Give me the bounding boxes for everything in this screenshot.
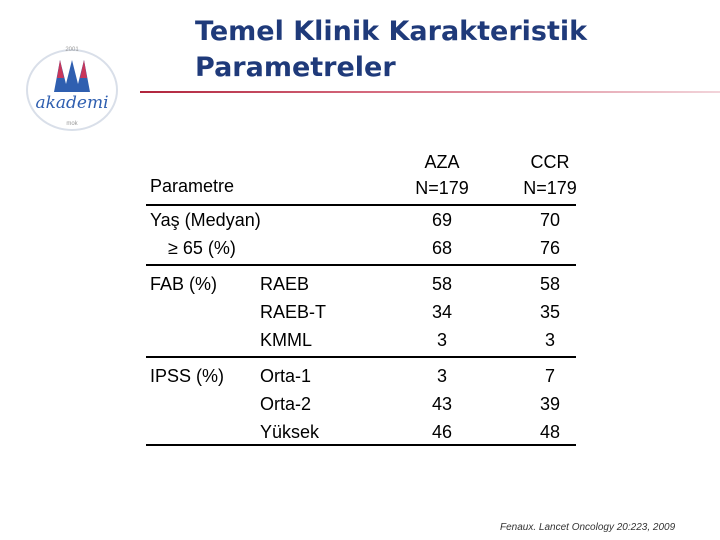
row-fab-kmml-ccr: 3 <box>544 330 555 350</box>
title-divider <box>140 91 720 93</box>
row-age-aza: 69 <box>431 210 453 230</box>
row-age-ccr: 70 <box>539 210 561 230</box>
row-age65-ccr: 76 <box>539 238 561 258</box>
row-ipss-orta2-label: Orta-2 <box>260 394 312 414</box>
row-age65-label: ≥ 65 (%) <box>168 238 236 258</box>
header-ccr-name: CCR <box>530 152 570 172</box>
row-fab-raeb-ccr: 58 <box>539 274 561 294</box>
row-fab-raebt-label: RAEB-T <box>260 302 327 322</box>
row-ipss-orta1-label: Orta-1 <box>260 366 312 386</box>
title-line-2: Parametreler <box>195 52 396 83</box>
row-age65-aza: 68 <box>431 238 453 258</box>
logo-top-text: 2001 <box>65 47 79 53</box>
header-parametre: Parametre <box>150 176 235 196</box>
table-rule-age <box>146 264 576 266</box>
row-ipss-orta1-ccr: 7 <box>544 366 555 386</box>
row-fab-raeb-aza: 58 <box>431 274 453 294</box>
logo-wordmark: akademi <box>35 93 109 113</box>
row-ipss-orta1-aza: 3 <box>436 366 447 386</box>
row-ipss-yuksek-label: Yüksek <box>260 422 320 442</box>
header-aza-name: AZA <box>424 152 460 172</box>
table-rule-fab <box>146 356 576 358</box>
row-fab-kmml-aza: 3 <box>436 330 447 350</box>
akademi-logo <box>24 40 120 132</box>
row-fab-raeb-label: RAEB <box>260 274 310 294</box>
row-ipss-yuksek-aza: 46 <box>431 422 453 442</box>
header-aza-n: N=179 <box>415 178 469 198</box>
row-fab-kmml-label: KMML <box>260 330 313 350</box>
row-age-label: Yaş (Medyan) <box>150 210 261 230</box>
table-rule-bottom <box>146 444 576 446</box>
row-fab-raebt-ccr: 35 <box>539 302 561 322</box>
row-ipss-yuksek-ccr: 48 <box>539 422 561 442</box>
row-ipss-orta2-aza: 43 <box>431 394 453 414</box>
row-ipss-orta2-ccr: 39 <box>539 394 561 414</box>
title-line-1: Temel Klinik Karakteristik <box>195 16 588 47</box>
logo-bottom-text: mok <box>66 121 78 127</box>
row-ipss-label: IPSS (%) <box>150 366 225 386</box>
slide-title <box>195 14 587 86</box>
citation: Fenaux. Lancet Oncology 20:223, 2009 <box>500 522 676 533</box>
row-fab-label: FAB (%) <box>150 274 218 294</box>
row-fab-raebt-aza: 34 <box>431 302 453 322</box>
header-ccr-n: N=179 <box>523 178 577 198</box>
